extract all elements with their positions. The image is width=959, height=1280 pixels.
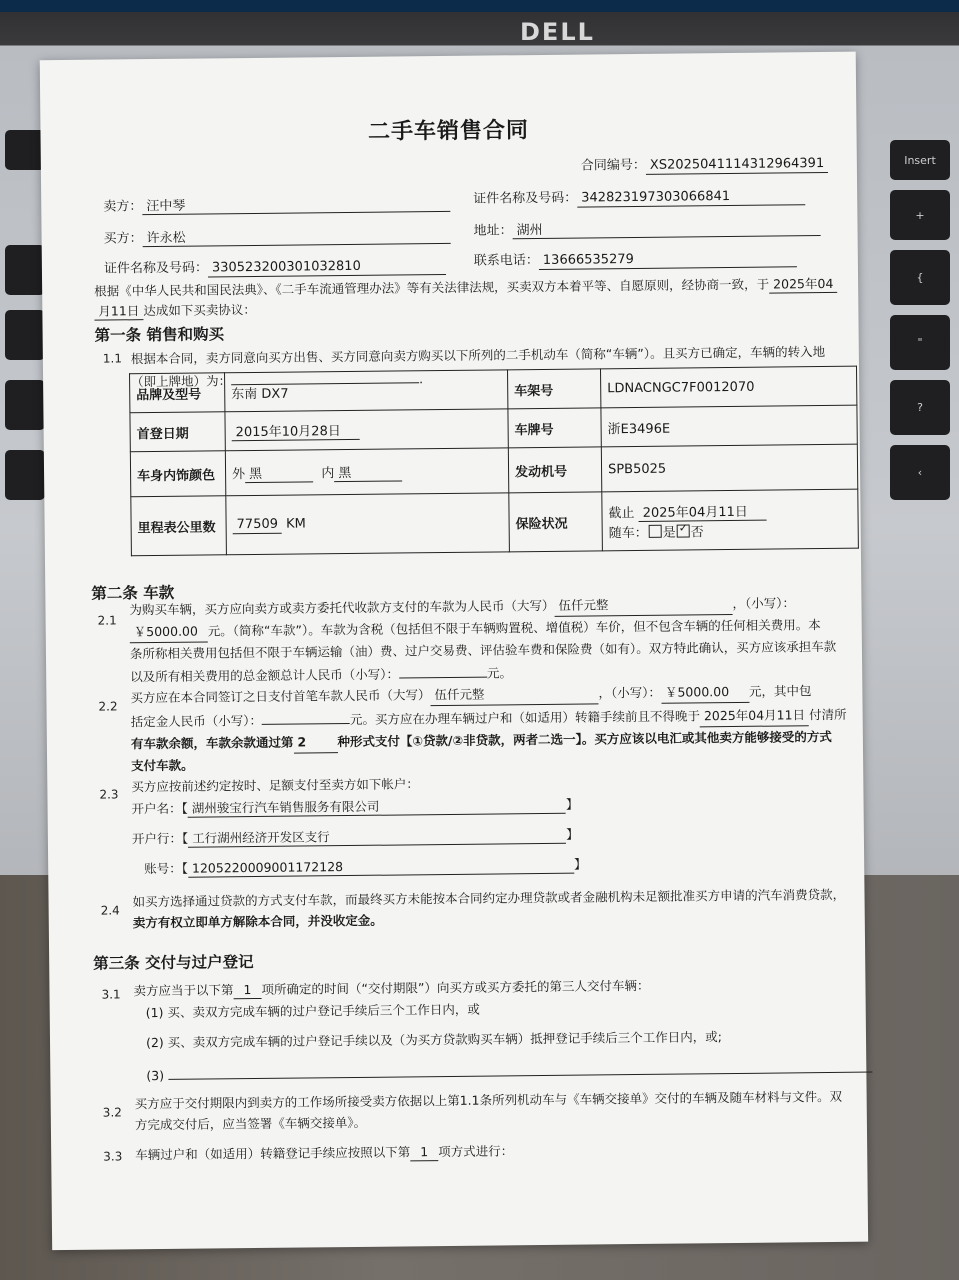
key-question: ? [890, 380, 950, 435]
engine-label: 发动机号 [508, 447, 601, 493]
interior-color: 黑 [334, 461, 402, 482]
address-value: 湖州 [512, 216, 820, 239]
c22-date: 2025年04月11日 [700, 704, 809, 727]
key-left-5 [5, 450, 45, 500]
mileage-value: 77509 [233, 516, 283, 534]
intro-date-part-1: 2025年04 [769, 274, 837, 294]
phone-row [474, 246, 797, 270]
insurance-label: 保险状况 [509, 492, 603, 552]
color-label: 车身内饰颜色 [130, 451, 225, 497]
key-left-1 [5, 130, 45, 170]
contract-paper [40, 52, 868, 1250]
clause-3-2 [135, 1086, 843, 1135]
clause-2-1-number: 2.1 [97, 613, 117, 628]
clause-3-2-number: 3.2 [102, 1105, 122, 1120]
account-number-row [144, 855, 586, 879]
c21-amount: ￥5000.00 [130, 620, 208, 643]
clause-1-1-text-2: （即上牌地）为： [131, 373, 232, 390]
c33-option: 1 [410, 1144, 438, 1161]
c31-option-2: (2) 买、卖双方完成车辆的过户登记手续以及（为买方贷款购买车辆）抵押登记手续后三个工作日内，或; [145, 1029, 722, 1051]
deposit-blank [262, 707, 350, 725]
laptop-brand-logo: DELL [520, 18, 595, 46]
c21-text-a: 为购买车辆，买方应向卖方或卖方委托代收款方支付的车款为人民币（大写） [129, 597, 555, 618]
insurance-until-label: 截止 [608, 505, 635, 521]
bank-label: 开户行：【 [131, 830, 189, 847]
checkbox-yes [649, 524, 662, 537]
plate-value: 浙E3496E [601, 405, 857, 447]
c22-method: 2 [293, 731, 337, 753]
intro-date-part-2: 月11日 [94, 301, 143, 321]
c22-text-g: 有车款余额，车款余款通过第 [130, 734, 294, 752]
account-name-label: 开户名：【 [131, 800, 188, 817]
with-car-row [609, 519, 852, 541]
buyer-id-label: 证件名称及号码： [103, 260, 209, 277]
phone-value: 13666535279 [539, 250, 797, 270]
c21-text-c: 元。（简称“车款”）。车款为含税（包括但不限于车辆购置税、增值税）车价，但不包含车辆的任何相关费用。本 [207, 617, 821, 639]
clause-2-4-number: 2.4 [100, 903, 120, 918]
article-2-title: 第二条 车款 [91, 583, 175, 603]
c24-text-b: 卖方有权立即单方解除本合同，并没收定金。 [132, 912, 383, 931]
clause-2-2 [130, 680, 847, 776]
bracket-close: 】 [573, 856, 587, 872]
checkbox-no-checked [677, 524, 690, 537]
seller-id-row [473, 184, 805, 208]
seller-row [103, 192, 450, 216]
clause-2-2-number: 2.2 [98, 699, 118, 714]
contract-number-label: 合同编号： [580, 157, 646, 174]
account-name-row [131, 795, 578, 819]
key-plus: + [890, 190, 950, 240]
c31-option-3-row [146, 1056, 872, 1084]
bracket-close: 】 [566, 826, 579, 842]
vehicle-table [129, 366, 859, 557]
insurance-until-row [608, 499, 851, 522]
color-cell [225, 448, 508, 496]
vin-label: 车架号 [508, 369, 601, 409]
insurance-cell [602, 489, 859, 551]
c31-option-1: (1) 买、卖双方完成车辆的过户登记手续后三个工作日内，或 [145, 1001, 480, 1021]
article-3-title: 第三条 交付与过户登记 [93, 953, 254, 973]
c22-text-i: 支付车款。 [131, 757, 194, 774]
bracket-close: 】 [565, 796, 579, 812]
c21-text-f: 元。 [486, 665, 513, 681]
buyer-id-row [104, 254, 446, 279]
account-number-value: 1205220009001172128 [188, 857, 574, 878]
key-insert-label: Insert [904, 153, 936, 167]
address-label: 地址： [473, 223, 513, 239]
intro-line-2 [94, 300, 256, 321]
c22-text-c: 元，其中包 [748, 683, 812, 699]
c31-text-a: 卖方应当于以下第 [133, 982, 234, 999]
table-row [130, 444, 857, 497]
c31-option-3: (3) [146, 1067, 165, 1084]
c22-text-e: 元。买方应在办理车辆过户和（如适用）转籍手续前且不得晚于 [349, 708, 701, 728]
with-car-label: 随车： [608, 525, 648, 541]
reg-date-value: 2015年10月28日 [232, 420, 360, 441]
key-insert [890, 140, 950, 180]
bank-value: 工行湖州经济开发区支行 [188, 825, 566, 848]
c33-text-a: 车辆过户和（如适用）转籍登记手续应按照以下第 [135, 1144, 411, 1163]
vin-value: LDNACNGC7F0012070 [601, 366, 857, 408]
c22-text-f: 付清所 [808, 706, 847, 723]
address-row [473, 216, 820, 240]
clause-1-1-line-2: （即上牌地）为： . [131, 366, 423, 390]
contract-number-row [581, 152, 829, 176]
mileage-unit: KM [286, 515, 306, 532]
c24-text-a: 如买方选择通过贷款的方式支付车款，而最终买方未能按本合同约定办理贷款或者金融机构未足额批准买方申请的汽车消费贷款， [132, 886, 846, 910]
c22-amount: ￥5000.00 [661, 681, 749, 704]
c22-text-a: 买方应在本合同签订之日支付首笔车款人民币（大写） [130, 687, 431, 706]
bank-row [132, 825, 579, 849]
reg-date-label: 首登日期 [130, 412, 225, 452]
clause-2-4 [132, 884, 845, 933]
brand-value: 东南 DX7 [225, 370, 508, 412]
table-row [131, 489, 859, 556]
key-bracket: { [890, 250, 950, 305]
yes-label: 是 [662, 525, 676, 541]
article-1-title: 第一条 销售和购买 [94, 325, 225, 345]
phone-label: 联系电话： [473, 253, 539, 269]
mileage-cell [226, 493, 510, 555]
seller-id-label: 证件名称及号码： [473, 190, 578, 207]
account-number-label: 账号：【 [144, 860, 189, 877]
c22-text-b: ，（小写）： [598, 684, 662, 701]
key-arrow: ‹ [890, 445, 950, 500]
c31-text-b: 项所确定的时间（“交付期限”）向买方或买方委托的第三人交付车辆： [261, 977, 650, 997]
mileage-label: 里程表公里数 [131, 496, 227, 556]
buyer-id-value: 330523200301032810 [208, 258, 446, 277]
clause-2-3-text: 买方应按前述约定按时、足额支付至卖方如下帐户： [131, 776, 419, 795]
c21-text-b: ，（小写）： [732, 595, 796, 611]
seller-id-value: 342823197303066841 [577, 188, 805, 207]
c32-text-b: 方完成交付后，应当签署《车辆交接单》。 [134, 1114, 367, 1133]
clause-3-1-number: 3.1 [101, 987, 121, 1002]
clause-1-1-number: 1.1 [102, 351, 123, 366]
exterior-color: 黑 [245, 462, 313, 483]
clause-3-1-line-1 [133, 976, 649, 1000]
c22-text-h: 种形式支付【①贷款/②非贷款，两者二选一】。买方应该以电汇或其他卖方能够接受的方式 [337, 728, 832, 750]
c21-total-blank [399, 661, 487, 679]
c21-text-d: 条所称相关费用包括但不限于车辆运输（油）费、过户交易费、评估验车费和保险费（如有）。双方特此确认，买方应该承担车款 [129, 638, 837, 662]
c31-option-3-blank [168, 1056, 872, 1080]
key-left-2 [5, 245, 45, 295]
clause-2-3-number: 2.3 [99, 787, 119, 802]
buyer-label: 买方： [103, 231, 143, 247]
contract-title: 二手车销售合同 [367, 118, 530, 145]
laptop-screen-edge [0, 0, 959, 12]
c22-amount-cn: 伍仟元整 [430, 682, 598, 706]
c33-text-b: 项方式进行： [438, 1143, 514, 1160]
account-name-value: 湖州骏宝行汽车销售服务有限公司 [188, 795, 566, 818]
plate-label: 车牌号 [508, 408, 601, 448]
intro-text: 根据《中华人民共和国民法典》、《二手车流通管理办法》等有关法律法规，买卖双方本着平等、自愿原则，经协商一致，于 [94, 276, 770, 299]
no-label: 否 [690, 524, 704, 540]
key-left-3 [5, 310, 45, 360]
exterior-label: 外 [232, 467, 246, 483]
c31-option: 1 [233, 982, 261, 999]
contract-number-value: XS2025041114312964391 [646, 156, 828, 175]
key-quote: " [890, 315, 950, 370]
intro-text-2: 达成如下买卖协议： [143, 301, 256, 319]
c22-text-d: 括定金人民币（小写）： [130, 712, 263, 730]
seller-value: 汪中琴 [142, 192, 450, 215]
c21-text-e: 以及所有相关费用的总金额总计人民币（小写）： [130, 666, 400, 685]
clause-3-3-number: 3.3 [103, 1149, 123, 1164]
interior-label: 内 [321, 466, 335, 482]
intro-line-1 [94, 274, 837, 301]
clause-3-3-line [135, 1141, 513, 1164]
buyer-value: 许永松 [143, 224, 451, 247]
clause-2-1 [129, 592, 836, 687]
seller-label: 卖方： [103, 199, 143, 215]
buyer-row [103, 224, 450, 248]
reg-date-cell [225, 409, 508, 451]
engine-value: SPB5025 [601, 444, 857, 492]
insurance-until-value: 2025年04月11日 [639, 500, 767, 521]
brand-label: 品牌及型号 [130, 373, 225, 413]
clause-1-1-text: 根据本合同，卖方同意向买方出售、买方同意向卖方购买以下所列的二手机动车（简称“车辆”）。且买方已确定，车辆的转入地 [130, 344, 826, 367]
key-left-4 [5, 380, 45, 430]
c21-amount-cn: 伍仟元整 [554, 593, 732, 617]
c32-text-a: 买方应于交付期限内到卖方的工作场所接受卖方依据以上第1.1条所列机动车与《车辆交接单》交付的车辆及随车材料与文件。双 [134, 1088, 843, 1112]
